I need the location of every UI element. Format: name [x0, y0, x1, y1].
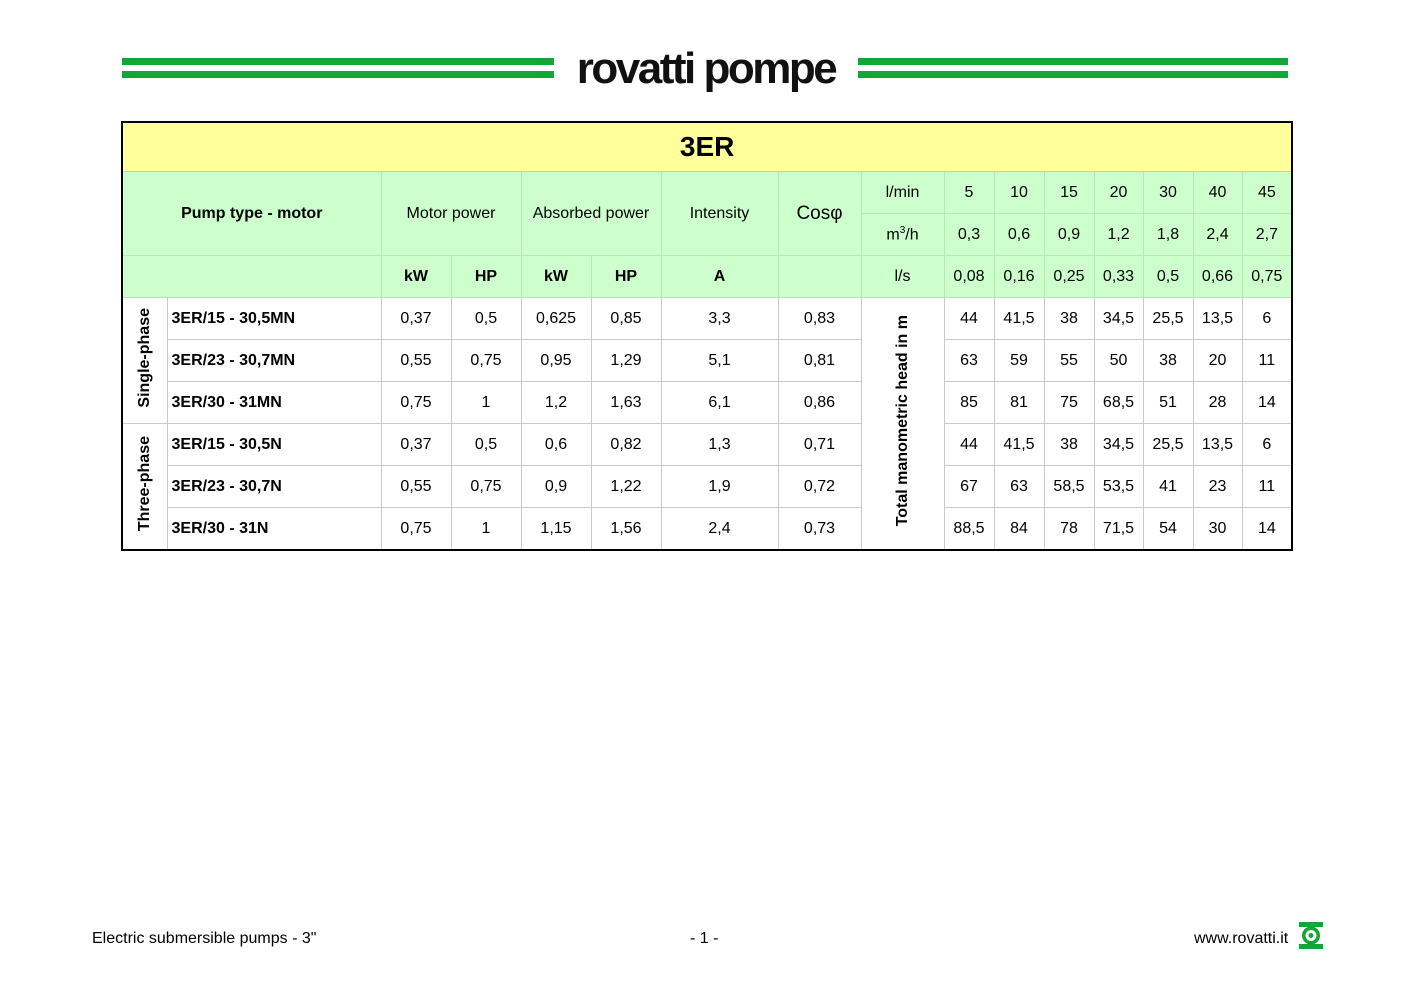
flow-m3h-cell: 1,2 — [1094, 214, 1143, 256]
head-value: 84 — [994, 508, 1044, 551]
flow-ls-cell: 0,75 — [1242, 256, 1292, 298]
absorbed-power-kw: 0,9 — [521, 466, 591, 508]
flow-ls-cell: 0,16 — [994, 256, 1044, 298]
intensity-a: 2,4 — [661, 508, 778, 551]
pump-model: 3ER/30 - 31MN — [167, 382, 381, 424]
pump-model: 3ER/15 - 30,5N — [167, 424, 381, 466]
head-label-text: Total manometric head in m — [893, 315, 911, 527]
flow-ls-cell: 0,5 — [1143, 256, 1193, 298]
flow-m3h-cell: 2,4 — [1193, 214, 1242, 256]
pump-model: 3ER/23 - 30,7N — [167, 466, 381, 508]
pump-performance-table — [121, 121, 1293, 551]
head-value: 75 — [1044, 382, 1094, 424]
motor-power-hp: 0,5 — [451, 298, 521, 340]
head-value: 54 — [1143, 508, 1193, 551]
phase-label-text: Single-phase — [135, 308, 153, 408]
header-row-units — [122, 256, 1292, 298]
motor-power-hp: 0,75 — [451, 466, 521, 508]
flow-ls-cell: 0,33 — [1094, 256, 1143, 298]
head-value: 41,5 — [994, 298, 1044, 340]
intensity-unit: A — [661, 256, 778, 298]
head-value: 13,5 — [1193, 298, 1242, 340]
motor-power-kw: 0,37 — [381, 424, 451, 466]
head-value: 38 — [1044, 298, 1094, 340]
pump-model: 3ER/30 - 31N — [167, 508, 381, 551]
head-value: 28 — [1193, 382, 1242, 424]
header-logo-bar — [122, 44, 1288, 93]
table-row — [122, 508, 1292, 551]
absorbed-power-hp: 1,22 — [591, 466, 661, 508]
flow-m3h-cell: 0,3 — [944, 214, 994, 256]
pump-model: 3ER/15 - 30,5MN — [167, 298, 381, 340]
single-phase-group-label — [122, 298, 167, 424]
cos-phi: 0,72 — [778, 466, 861, 508]
flow-lmin-cell: 5 — [944, 172, 994, 214]
flow-m3h-cell: 1,8 — [1143, 214, 1193, 256]
pump-model: 3ER/23 - 30,7MN — [167, 340, 381, 382]
cos-phi: 0,71 — [778, 424, 861, 466]
cos-phi: 0,81 — [778, 340, 861, 382]
head-value: 13,5 — [1193, 424, 1242, 466]
absorbed-power-hp: 0,82 — [591, 424, 661, 466]
head-value: 38 — [1044, 424, 1094, 466]
footer-product-category: Electric submersible pumps - 3" — [92, 930, 317, 947]
pump-type-blank — [122, 256, 381, 298]
three-phase-group-label — [122, 424, 167, 551]
pump-type-header: Pump type - motor — [122, 172, 381, 256]
head-value: 44 — [944, 298, 994, 340]
head-value: 44 — [944, 424, 994, 466]
motor-power-kw: 0,75 — [381, 382, 451, 424]
head-value: 53,5 — [1094, 466, 1143, 508]
flow-m3h-cell: 2,7 — [1242, 214, 1292, 256]
head-value: 23 — [1193, 466, 1242, 508]
cos-phi-header: Cosφ — [778, 172, 861, 256]
flow-lmin-cell: 45 — [1242, 172, 1292, 214]
cos-phi: 0,86 — [778, 382, 861, 424]
phase-label-text: Three-phase — [135, 436, 153, 532]
m3h-label: $m^3/h$ — [861, 214, 944, 256]
header-row-lmin — [122, 172, 1292, 214]
head-value: 81 — [994, 382, 1044, 424]
intensity-a: 5,1 — [661, 340, 778, 382]
absorbed-power-hp: 1,29 — [591, 340, 661, 382]
flow-m3h-cell: 0,6 — [994, 214, 1044, 256]
motor-power-hp: 1 — [451, 382, 521, 424]
head-value: 59 — [994, 340, 1044, 382]
flow-ls-cell: 0,08 — [944, 256, 994, 298]
head-value: 41,5 — [994, 424, 1044, 466]
table-row — [122, 298, 1292, 340]
absorbed-hp-unit: HP — [591, 256, 661, 298]
flow-lmin-cell: 10 — [994, 172, 1044, 214]
flow-m3h-cell: 0,9 — [1044, 214, 1094, 256]
title-row — [122, 122, 1292, 172]
head-value: 41 — [1143, 466, 1193, 508]
flow-lmin-cell: 15 — [1044, 172, 1094, 214]
absorbed-power-kw: 1,15 — [521, 508, 591, 551]
head-value: 14 — [1242, 382, 1292, 424]
flow-lmin-cell: 40 — [1193, 172, 1242, 214]
head-value: 11 — [1242, 466, 1292, 508]
head-value: 38 — [1143, 340, 1193, 382]
motor-power-kw: 0,55 — [381, 340, 451, 382]
head-value: 63 — [944, 340, 994, 382]
pump-data-sheet — [121, 121, 1291, 551]
absorbed-power-kw: 0,6 — [521, 424, 591, 466]
flow-lmin-cell: 30 — [1143, 172, 1193, 214]
logo-stripes-right — [858, 58, 1288, 84]
head-value: 55 — [1044, 340, 1094, 382]
intensity-a: 6,1 — [661, 382, 778, 424]
absorbed-power-kw: 0,625 — [521, 298, 591, 340]
motor-power-kw: 0,55 — [381, 466, 451, 508]
flow-lmin-cell: 20 — [1094, 172, 1143, 214]
head-value: 67 — [944, 466, 994, 508]
motor-power-kw: 0,75 — [381, 508, 451, 551]
head-value: 78 — [1044, 508, 1094, 551]
rovatti-emblem-icon — [1299, 922, 1323, 949]
head-value: 58,5 — [1044, 466, 1094, 508]
head-value: 11 — [1242, 340, 1292, 382]
motor-kw-unit: kW — [381, 256, 451, 298]
absorbed-power-hp: 0,85 — [591, 298, 661, 340]
table-title: 3ER — [122, 122, 1292, 172]
absorbed-power-hp: 1,63 — [591, 382, 661, 424]
head-axis-label — [861, 298, 944, 551]
motor-power-kw: 0,37 — [381, 298, 451, 340]
motor-power-hp: 0,5 — [451, 424, 521, 466]
head-value: 20 — [1193, 340, 1242, 382]
head-value: 14 — [1242, 508, 1292, 551]
absorbed-power-kw: 0,95 — [521, 340, 591, 382]
table-row — [122, 340, 1292, 382]
page-number: - 1 - — [690, 930, 719, 947]
motor-power-hp: 0,75 — [451, 340, 521, 382]
intensity-a: 1,9 — [661, 466, 778, 508]
cos-phi-unit — [778, 256, 861, 298]
table-row — [122, 424, 1292, 466]
head-value: 68,5 — [1094, 382, 1143, 424]
head-value: 50 — [1094, 340, 1143, 382]
head-value: 51 — [1143, 382, 1193, 424]
table-row — [122, 382, 1292, 424]
intensity-a: 1,3 — [661, 424, 778, 466]
absorbed-power-hp: 1,56 — [591, 508, 661, 551]
head-value: 71,5 — [1094, 508, 1143, 551]
table-row — [122, 466, 1292, 508]
motor-power-hp: 1 — [451, 508, 521, 551]
ls-label: l/s — [861, 256, 944, 298]
head-value: 34,5 — [1094, 424, 1143, 466]
head-value: 88,5 — [944, 508, 994, 551]
head-value: 6 — [1242, 424, 1292, 466]
absorbed-power-kw: 1,2 — [521, 382, 591, 424]
brand-logo: rovatti pompe — [576, 44, 836, 93]
absorbed-kw-unit: kW — [521, 256, 591, 298]
motor-hp-unit: HP — [451, 256, 521, 298]
head-value: 34,5 — [1094, 298, 1143, 340]
intensity-header: Intensity — [661, 172, 778, 256]
intensity-a: 3,3 — [661, 298, 778, 340]
cos-phi: 0,73 — [778, 508, 861, 551]
head-value: 6 — [1242, 298, 1292, 340]
cos-phi: 0,83 — [778, 298, 861, 340]
flow-ls-cell: 0,66 — [1193, 256, 1242, 298]
flow-ls-cell: 0,25 — [1044, 256, 1094, 298]
head-value: 25,5 — [1143, 424, 1193, 466]
head-value: 85 — [944, 382, 994, 424]
head-value: 25,5 — [1143, 298, 1193, 340]
absorbed-power-header: Absorbed power — [521, 172, 661, 256]
logo-stripes-left — [122, 58, 554, 84]
motor-power-header: Motor power — [381, 172, 521, 256]
lmin-label: l/min — [861, 172, 944, 214]
website-link[interactable]: www.rovatti.it — [1194, 930, 1289, 947]
head-value: 63 — [994, 466, 1044, 508]
head-value: 30 — [1193, 508, 1242, 551]
